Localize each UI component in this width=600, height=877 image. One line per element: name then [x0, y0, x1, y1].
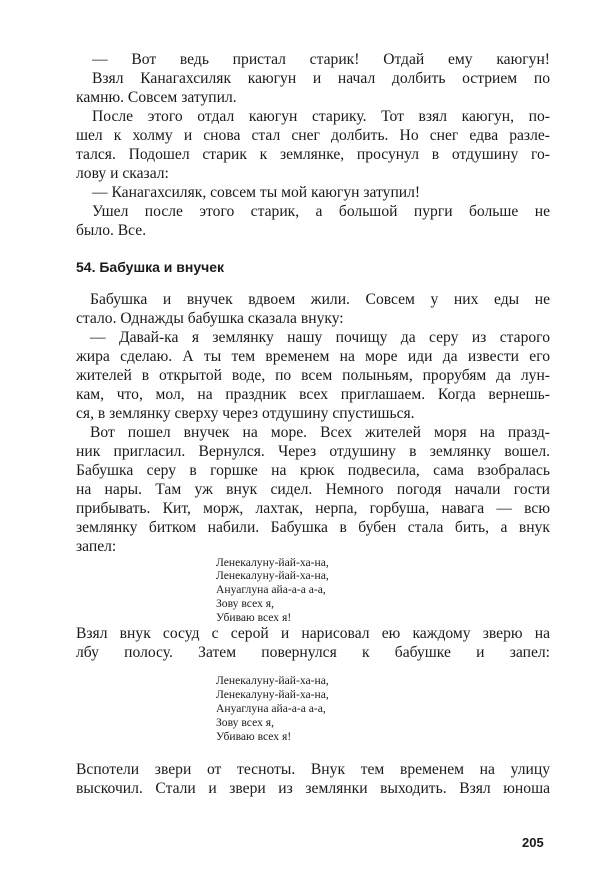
text-line: Бабушка и внучек вдвоем жили. Совсем у них еды не	[90, 291, 550, 308]
text-line: ся, в землянку сверху через отдушину спустишься.	[76, 405, 415, 422]
text-line: было. Все.	[76, 222, 147, 239]
text-line: Ушел после этого старик, а большой пурги больше не	[92, 203, 550, 220]
text-line: Вспотели звери от тесноты. Внук тем временем на улицу	[76, 761, 550, 778]
text-line: — Давай-ка я землянку нашу почищу да серу из старого	[90, 329, 550, 346]
text-line: Взял внук сосуд с серой и нарисовал ею каждому зверю на	[76, 625, 550, 642]
verse-line: Ленекалуну-йай-ха-на,	[216, 556, 329, 569]
page-number: 205	[522, 835, 544, 850]
text-line: Вот пошел внучек на море. Всех жителей моря на празд-	[90, 424, 550, 441]
verse-line: Ленекалуну-йай-ха-на,	[216, 674, 329, 687]
text-line: прибывать. Кит, морж, лахтак, нерпа, горбуша, навага — всю	[76, 500, 550, 517]
verse-line: Зову всех я,	[216, 597, 274, 610]
verse-line: Ануаглуна айа-а-а а-а,	[216, 583, 326, 596]
text-line: лову и сказал:	[76, 165, 169, 182]
text-line: После этого отдал каюгун старику. Тот взял каюгун, по-	[92, 108, 550, 125]
text-line: камню. Совсем затупил.	[76, 89, 237, 106]
verse-line: Убиваю всех я!	[216, 730, 292, 743]
text-line: шел к холму и снова стал снег долбить. Но снег едва разле-	[76, 127, 550, 144]
verse-line: Ленекалуну-йай-ха-на,	[216, 569, 329, 582]
text-line: ник пригласил. Вернулся. Через отдушину в землянку вошел.	[76, 443, 550, 460]
verse-line: Убиваю всех я!	[216, 611, 292, 624]
verse-line: Зову всех я,	[216, 716, 274, 729]
text-line: землянку битком набили. Бабушка в бубен стала бить, а внук	[76, 519, 550, 536]
text-line: запел:	[76, 538, 117, 555]
text-line: стало. Однажды бабушка сказала внуку:	[76, 310, 344, 327]
text-line: Бабушка серу в горшке на крюк подвесила, сама взобралась	[76, 462, 550, 479]
verse-line: Ануаглуна айа-а-а а-а,	[216, 702, 326, 715]
text-line: жира сделаю. А ты тем временем на море иди да извести его	[76, 348, 550, 365]
text-line: Взял Канагахсиляк каюгун и начал долбить острием по	[92, 70, 550, 87]
text-line: на нары. Там уж внук сидел. Немного погодя начали гости	[76, 481, 550, 498]
text-line: тался. Подошел старик к землянке, просунул в отдушину го-	[76, 146, 550, 163]
text-line: лбу полосу. Затем повернулся к бабушке и запел:	[76, 644, 550, 661]
text-line: выскочил. Стали и звери из землянки выходить. Взял юноша	[76, 780, 550, 797]
section-heading: 54. Бабушка и внучек	[76, 259, 225, 275]
text-line: жителей в открытой воде, по всем полыньям, прорубям да лун-	[76, 367, 550, 384]
text-line: — Вот ведь пристал старик! Отдай ему каюгун!	[92, 51, 550, 68]
verse-line: Ленекалуну-йай-ха-на,	[216, 688, 329, 701]
text-line: — Канагахсиляк, совсем ты мой каюгун затупил!	[92, 184, 421, 201]
text-line: кам, что, мол, на праздник всех приглашаем. Когда вернешь-	[76, 386, 550, 403]
